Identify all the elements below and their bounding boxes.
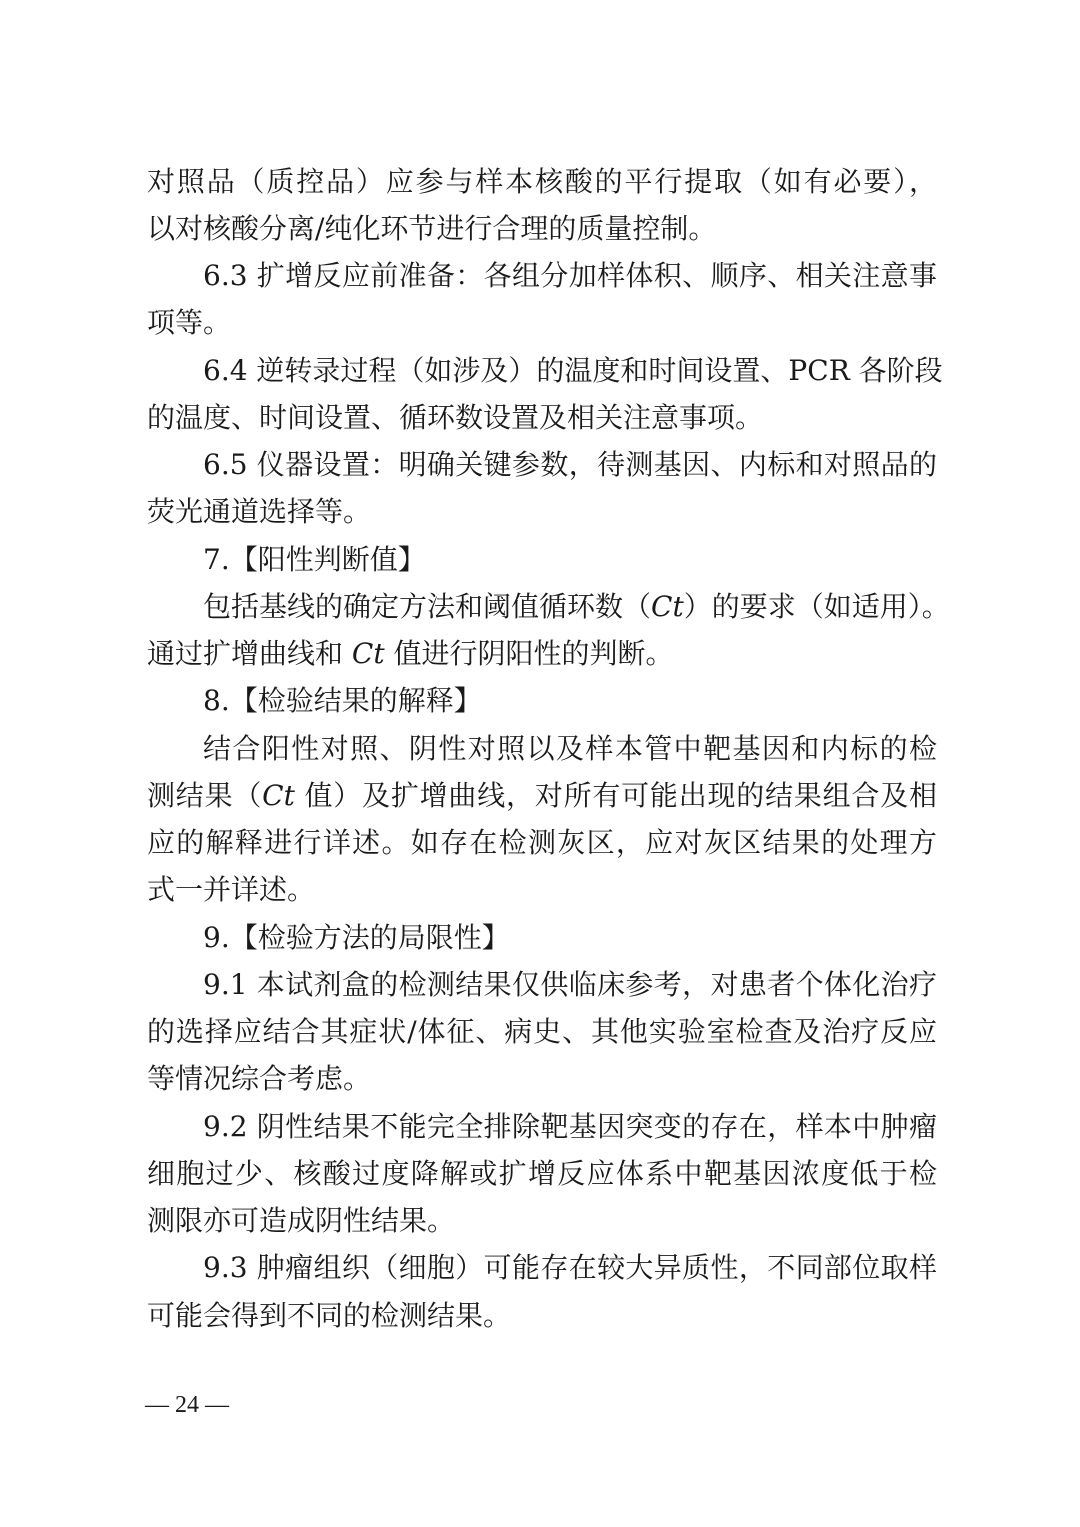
ct-symbol: Ct [262, 779, 295, 812]
paragraph-line: 以对核酸分离/纯化环节进行合理的质量控制。 [147, 212, 717, 245]
paragraph-line: 9.2 阴性结果不能完全排除靶基因突变的存在，样本中肿瘤 [203, 1110, 937, 1143]
paragraph-line: 项等。 [147, 306, 232, 339]
paragraph-line: 等情况综合考虑。 [147, 1062, 372, 1095]
ct-symbol: Ct [651, 590, 684, 623]
paragraph-line: 9.3 肿瘤组织（细胞）可能存在较大异质性，不同部位取样 [203, 1251, 937, 1284]
section-heading: 9.【检验方法的局限性】 [203, 921, 510, 954]
paragraph-line: 6.3 扩增反应前准备：各组分加样体积、顺序、相关注意事 [203, 259, 937, 292]
paragraph-line: 9.1 本试剂盒的检测结果仅供临床参考，对患者个体化治疗 [203, 968, 937, 1001]
paragraph-line: 的选择应结合其症状/体征、病史、其他实验室检查及治疗反应 [147, 1015, 937, 1048]
paragraph-line: 结合阳性对照、阴性对照以及样本管中靶基因和内标的检 [203, 732, 937, 765]
paragraph-line: 可能会得到不同的检测结果。 [147, 1299, 512, 1332]
paragraph-line: 对照品（质控品）应参与样本核酸的平行提取（如有必要）， [147, 165, 937, 198]
paragraph-line: 测限亦可造成阴性结果。 [147, 1204, 456, 1237]
paragraph-line: 应的解释进行详述。如存在检测灰区，应对灰区结果的处理方 [147, 826, 937, 859]
page-number: — 24 — [145, 1392, 229, 1418]
paragraph-line: 包括基线的确定方法和阈值循环数（Ct）的要求（如适用）。 [203, 590, 950, 623]
paragraph-line: 的温度、时间设置、循环数设置及相关注意事项。 [147, 401, 764, 434]
paragraph-line: 荧光通道选择等。 [147, 495, 372, 528]
paragraph-line: 6.5 仪器设置：明确关键参数，待测基因、内标和对照品的 [203, 448, 937, 481]
paragraph-line: 测结果（Ct 值）及扩增曲线，对所有可能出现的结果组合及相 [147, 779, 937, 812]
section-heading: 8.【检验结果的解释】 [203, 684, 482, 717]
paragraph-line: 6.4 逆转录过程（如涉及）的温度和时间设置、PCR 各阶段 [203, 354, 943, 387]
ct-symbol: Ct [351, 637, 385, 670]
paragraph-line: 式一并详述。 [147, 873, 316, 906]
section-heading: 7.【阳性判断值】 [203, 543, 426, 576]
paragraph-line: 细胞过少、核酸过度降解或扩增反应体系中靶基因浓度低于检 [147, 1157, 937, 1190]
paragraph-line: 通过扩增曲线和 Ct 值进行阴阳性的判断。 [147, 637, 674, 670]
